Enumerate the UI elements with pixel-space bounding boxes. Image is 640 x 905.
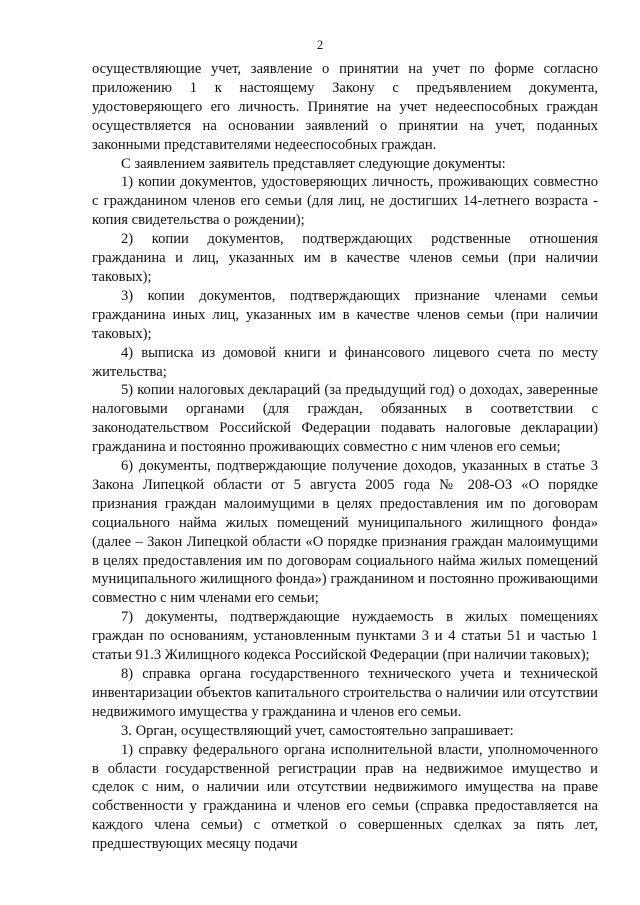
document-body <box>92 60 598 854</box>
list-item-3: 3) копии документов, подтверждающих признание членами семьи гражданина иных лиц, указанных им в качестве членов семьи (при наличии таковых); <box>92 287 598 342</box>
paragraph-section-3: 3. Орган, осуществляющий учет, самостоятельно запрашивает: <box>121 722 514 739</box>
list-item-7: 7) документы, подтверждающие нуждаемость в жилых помещениях граждан по основаниям, установленным пунктами 3 и 4 статьи 51 и частью 1 статьи 91.3 Жилищного кодекса Российской Федерации (при наличии таковых); <box>92 609 598 664</box>
list-item-4: 4) выписка из домовой книги и финансового лицевого счета по месту жительства; <box>92 344 598 380</box>
paragraph-documents-intro: С заявлением заявитель представляет следующие документы: <box>121 155 506 172</box>
section-3-list-item-1: 1) справку федерального органа исполнительной власти, уполномоченного в области государственной регистрации прав на недвижимое имущество и сделок с ним, о наличии или отсутствии недвижимого имущества на праве собственности у гражданина и членов его семьи (справка предоставляется на каждого члена семьи) с отметкой о совершенных сделках за пять лет, предшествующих месяцу подачи <box>92 741 598 853</box>
list-item-5: 5) копии налоговых деклараций (за предыдущий год) о доходах, заверенные налоговыми органами (для граждан, обязанных в соответствии с законодательством Российской Федерации подавать налоговые декларации) гражданина и постоянно проживающих совместно с ним членов его семьи; <box>92 382 598 456</box>
list-item-1: 1) копии документов, удостоверяющих личность, проживающих совместно с гражданином членов его семьи (для лиц, не достигших 14-летнего возраста - копия свидетельства о рождении); <box>92 174 598 229</box>
page-number: 2 <box>316 38 324 52</box>
list-item-8: 8) справка органа государственного технического учета и технической инвентаризации объектов капитального строительства о наличии или отсутствии недвижимого имущества у гражданина и членов его семьи. <box>92 666 598 720</box>
list-item-6: 6) документы, подтверждающие получение доходов, указанных в статье 3 Закона Липецкой области от 5 августа 2005 года № 208-ОЗ «О порядке признания граждан малоимущими в целях предоставления им по договорам социального найма жилых помещений муниципального жилищного фонда» (далее – Закон Липецкой области «О порядке признания граждан малоимущими в целях предоставления им по договорам социального найма жилых помещений муниципального жилищного фонда») гражданином и постоянно проживающими совместно с ним членами его семьи; <box>92 458 598 607</box>
paragraph-continuation: осуществляющие учет, заявление о принятии на учет по форме согласно приложению 1 к настоящему Закону с предъявлением документа, удостоверяющего его личность. Принятие на учет недееспособных граждан осуществляется на основании заявлений о принятии на учет, поданных законными представителями недееспособных граждан. <box>92 61 598 153</box>
list-item-2: 2) копии документов, подтверждающих родственные отношения гражданина и лиц, указанных им в качестве членов семьи (при наличии таковых); <box>92 231 598 285</box>
